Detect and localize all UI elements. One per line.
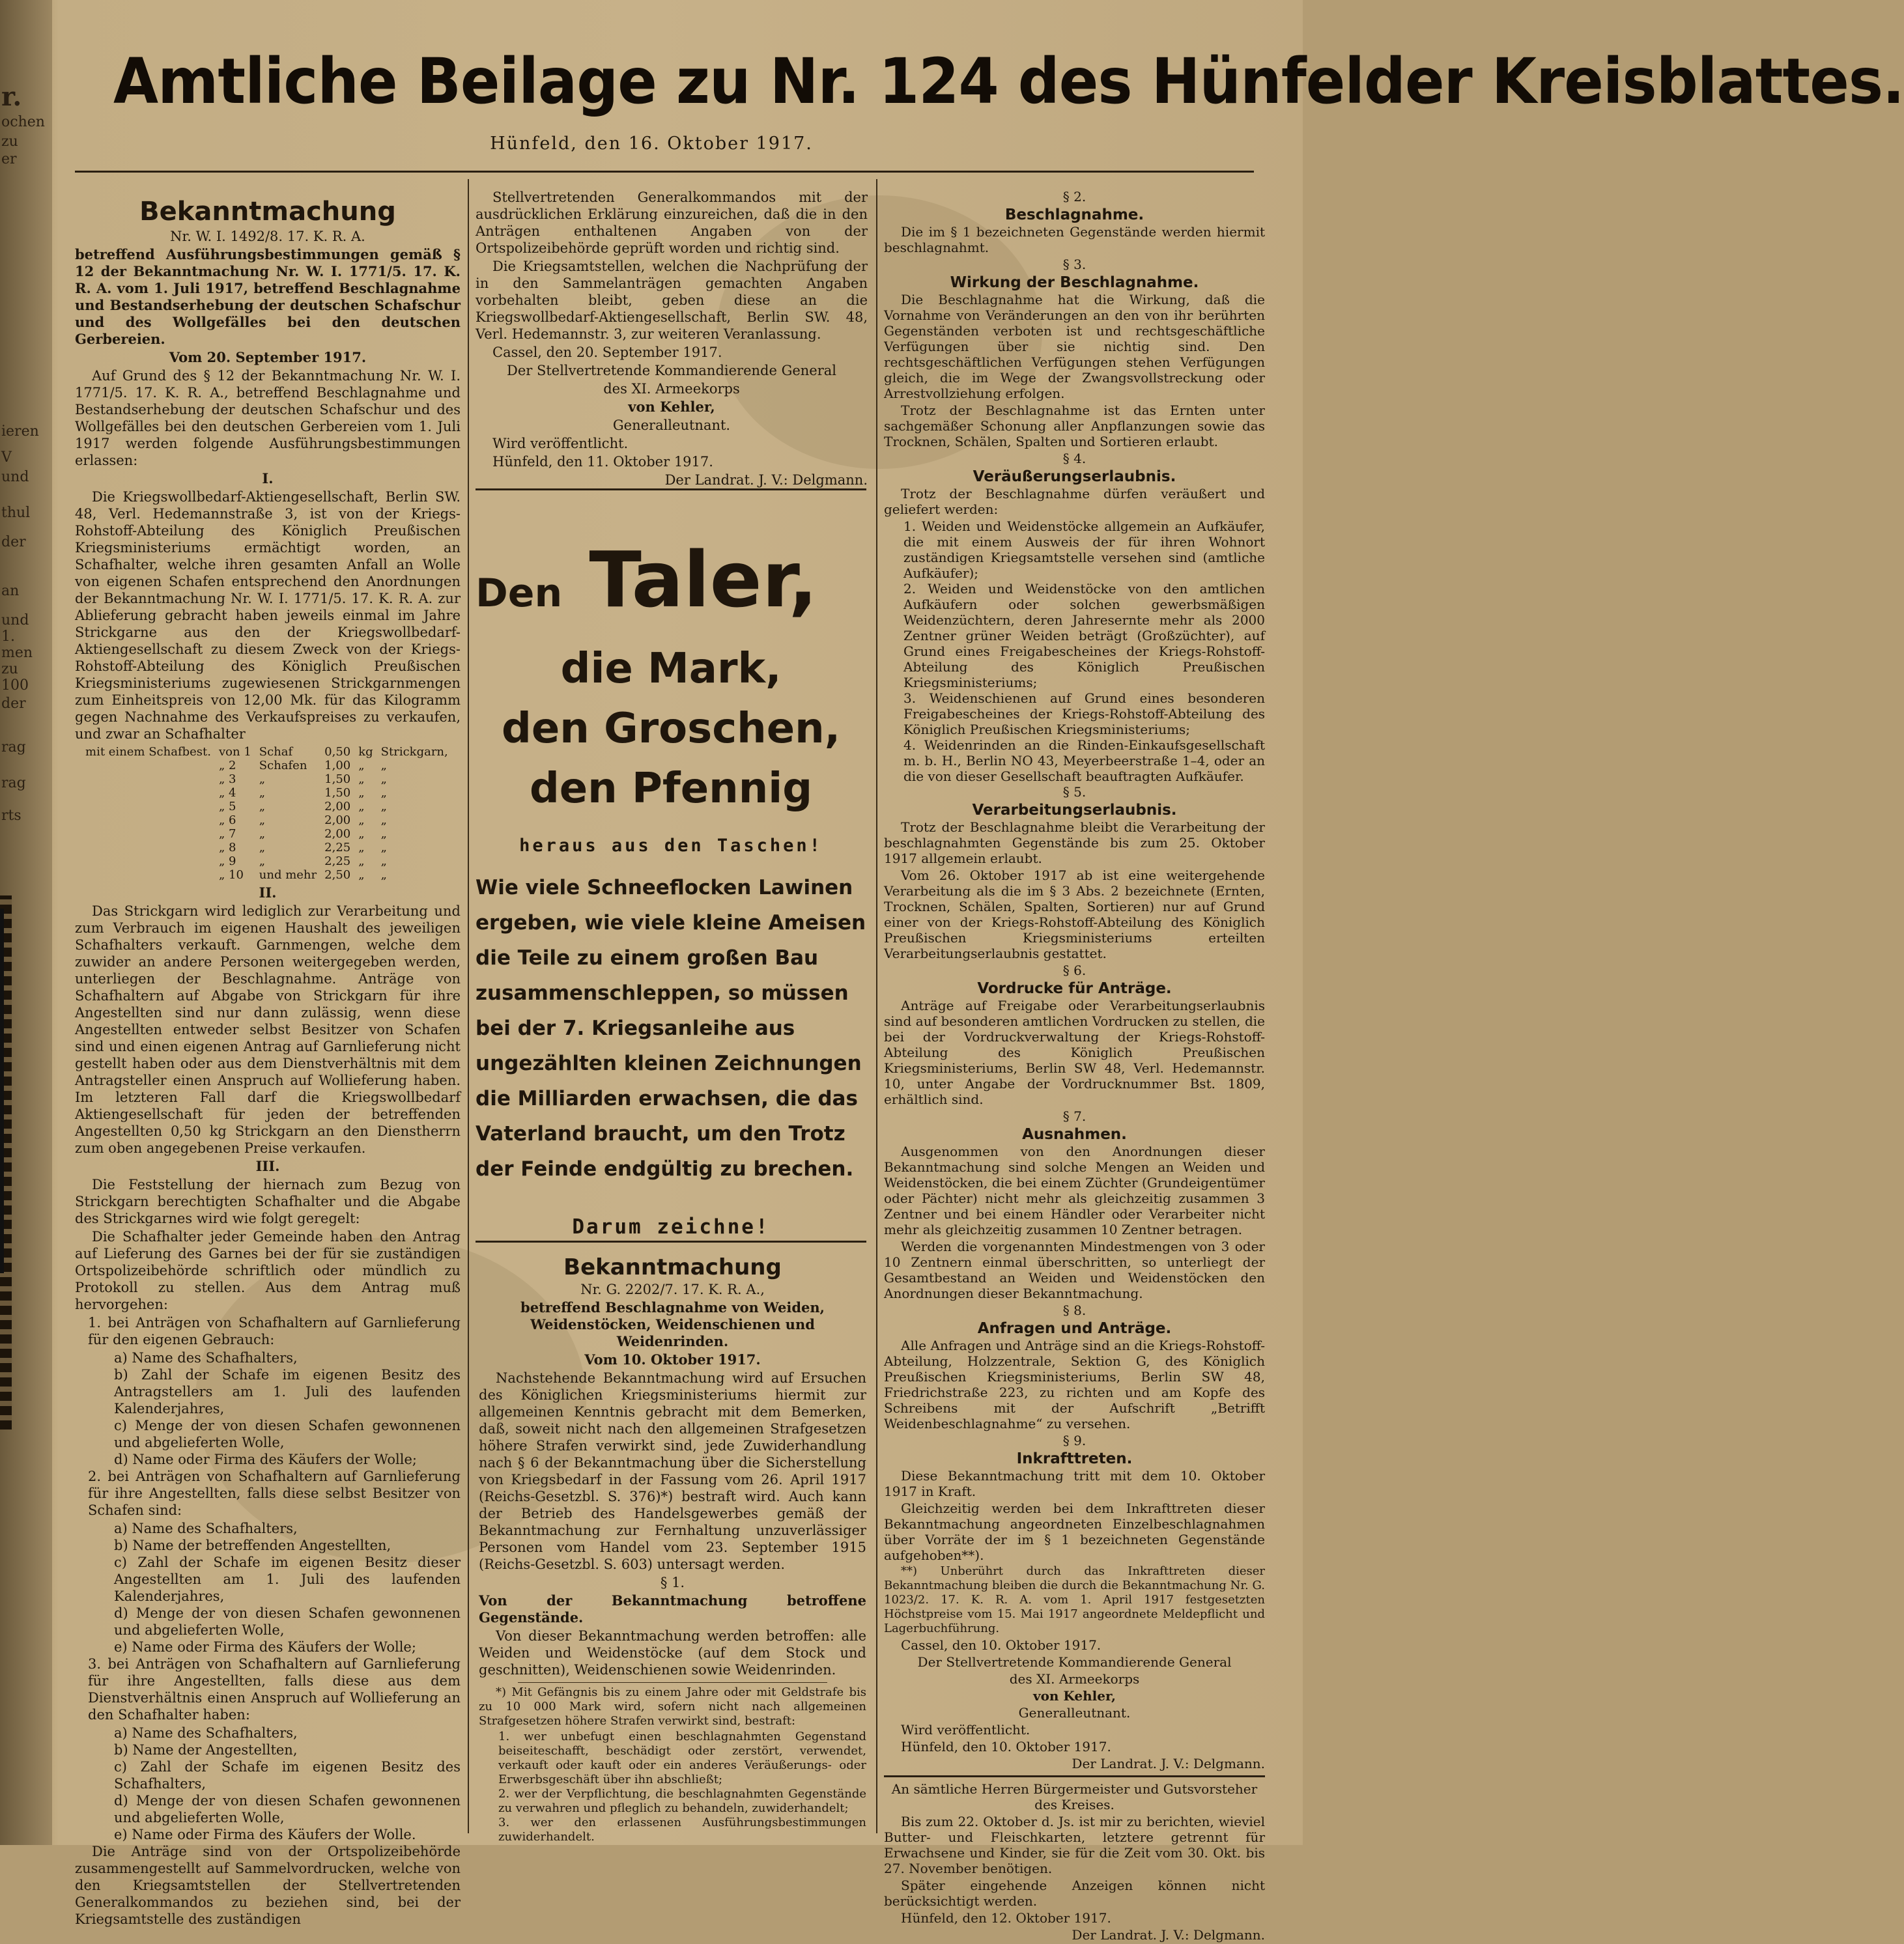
section-heading: Beschlagnahme. [1004, 206, 1144, 223]
table-cell-prefix [81, 800, 215, 813]
column-3 [884, 189, 1265, 1944]
section-number: I. [262, 470, 274, 486]
list-item: b) Name der betreffenden Angestellten, [114, 1538, 391, 1553]
masthead-rule [75, 171, 1254, 173]
footnote-item: 2. wer der Verpflichtung, die beschlagnahmten Gegenstände zu verwahren und pfleglich zu behandeln, zuwiderhandelt; [498, 1787, 866, 1815]
section-number: II. [259, 884, 277, 901]
list-item: b) Zahl der Schafe im eigenen Besitz des Antragstellers am 1. Juli des laufenden Kalenderjahres, [114, 1367, 461, 1416]
table-cell-unit: „ [259, 854, 266, 868]
footnote-item: 1. wer unbefugt einen beschlagnahmten Gegenstand beiseiteschafft, beschädigt oder zerstört, verwendet, verkauft oder kauft oder ein anderes Veräußerungs- oder Erwerbsgeschäft über ihn abschließt; [498, 1730, 866, 1786]
dateline: Hünfeld, den 16. Oktober 1917. [490, 134, 813, 154]
notice-intro: Nachstehende Bekanntmachung wird auf Ersuchen des Königlichen Kriegsministeriums hiermit zur allgemeinen Kenntnis gebracht mit dem Bemerken, daß, soweit nicht nach den allgemeinen Strafgesetzen höhere Strafen verwirkt sind, jede Zuwiderhandlung nach § 6 der Bekanntmachung über die Sicherstellung von Kriegsbedarf in der Fassung vom 26. April 1917 (Reichs-Gesetzbl. S. 376)*) bestraft wird. Auch kann der Betrieb des Handelsgewerbes gemäß der Bekanntmachung zur Fernhaltung unzuverlässiger Personen vom Handel vom 23. September 1915 (Reichs-Gesetzbl. S. 603) untersagt werden. [479, 1370, 866, 1572]
section-text: Ausgenommen von den Anordnungen dieser Bekanntmachung sind solche Mengen an Weiden und Weidenstöcken, die bei einem Züchter (Grundeigentümer oder Pächter) nicht mehr als gleichzeitig zusammen 3 Zentner und bei einem Händler oder Verarbeiter nicht mehr als gleichzeitig zusammen 10 Zentner betragen. [884, 1144, 1265, 1237]
edge-fragment: der [1, 696, 26, 712]
ad-pfennig: den Pfennig [529, 765, 813, 813]
table-row [81, 745, 452, 759]
section-text: Anträge auf Freigabe oder Verarbeitungserlaubnis sind auf besonderen amtlichen Vordrucken zu stellen, die bei der Vordruckverwaltung der Kriegs-Rohstoff-Abteilung des Königlich Preußischen Kriegsministeriums, Berlin SW 48, Verl. Hedemannstr. 10, unter Angabe der Vordrucknummer Bst. 1809, erhältlich sind. [884, 998, 1265, 1107]
ad-mark: die Mark, [560, 645, 782, 693]
table-cell-prefix [81, 772, 215, 786]
edge-fragment: er [1, 151, 17, 167]
section-heading: Verarbeitungserlaubnis. [972, 802, 1177, 819]
list-item: 3. Weidenschienen auf Grund eines besonderen Freigabescheines der Kriegs-Rohstoff-Abteilung des Königlich Preußischen Kriegsministeriums; [903, 690, 1265, 737]
column-divider [468, 179, 469, 1833]
table-cell-kg: 2,25 [324, 854, 351, 868]
notice-intro: Auf Grund des § 12 der Bekanntmachung Nr. W. I. 1771/5. 17. K. R. A., betreffend Beschlagnahme und Bestandserhebung der deutschen Schafschur und des Wollgefälles bei den deutschen Gerbereien vom 1. Juli 1917 werden folgende Ausführungsbestimmungen erlassen: [75, 368, 461, 468]
edge-fragment: rag [1, 775, 26, 791]
signature-name: von Kehler, [1032, 1688, 1116, 1704]
footnote: **) Unberührt durch das Inkrafttreten dieser Bekanntmachung bleiben die durch die Bekanntmachung Nr. G. 1023/2. 17. K. R. A. vom 1. April 1917 festgesetzten Höchstpreise vom 15. Mai 1917 angeordnete Meldepflicht und Lagerbuchführung. [884, 1564, 1265, 1635]
table-cell-kg: 2,00 [324, 813, 351, 827]
table-cell-kg: 2,50 [324, 868, 351, 882]
section-text: Die Feststellung der hiernach zum Bezug von Strickgarn berechtigten Schafhalter und die Abgabe des Strickgarnes wird wie folgt geregelt: [75, 1177, 461, 1226]
list-item: a) Name des Schafhalters, [114, 1350, 298, 1366]
edge-fragment: zu [1, 661, 18, 677]
section-text: Die Schafhalter jeder Gemeinde haben den Antrag auf Lieferung des Garnes bei der für sie zuständigen Ortspolizeibehörde schriftlich oder mündlich zu Protokoll zu stellen. Aus dem Antrag muß hervorgehen: [75, 1229, 461, 1312]
column-1 [75, 195, 461, 1929]
section-number: § 9. [1062, 1433, 1087, 1448]
war-loan-ad [476, 534, 866, 1237]
notice-heading: An sämtliche Herren Bürgermeister und Gutsvorsteher des Kreises. [891, 1781, 1258, 1812]
edge-fragment: thul [1, 505, 31, 521]
notice-ref: Nr. G. 2202/7. 17. K. R. A., [580, 1282, 765, 1297]
edge-fragment: V [1, 449, 12, 466]
footnote-rule [518, 1682, 827, 1683]
section-text: Alle Anfragen und Anträge sind an die Kriegs-Rohstoff-Abteilung, Holzzentrale, Sektion G, des Königlich Preußischen Kriegsministeriums, Berlin SW 48, Friedrichstraße 223, zu richten und am Kopfe des Schreibens mit der Aufschrift „Betrifft Weidenbeschlagnahme“ zu versehen. [884, 1338, 1265, 1431]
table-cell-kgunit: „ [358, 800, 365, 813]
list-2 [75, 1520, 461, 1655]
table-cell-von: „ 3 [219, 772, 236, 786]
table-cell-unit: „ [259, 841, 266, 854]
published-note: Wird veröffentlicht. [901, 1722, 1030, 1738]
table-cell-label: „ [380, 813, 387, 827]
ad-call: heraus aus den Taschen! [519, 836, 823, 856]
table-cell-label: „ [380, 868, 387, 882]
table-cell-kg: 0,50 [324, 745, 351, 759]
section-text: Später eingehende Anzeigen können nicht berücksichtigt werden. [884, 1878, 1265, 1909]
section-text: Vom 26. Oktober 1917 ab ist eine weitergehende Verarbeitung als die im § 3 Abs. 2 bezeichnete (Ernten, Trocknen, Schälen, Spalten, Sortieren) nur auf Grund einer von der Kriegs-Rohstoff-Abteilung des Königlich Preußischen Kriegsministeriums erteilten Verarbeitungserlaubnis gestattet. [884, 867, 1265, 961]
section-number: § 6. [1062, 963, 1087, 978]
section-rule [476, 1241, 866, 1243]
landrat-signature: Der Landrat. J. V.: Delgmann. [1072, 1927, 1265, 1943]
signature-line: Der Stellvertretende Kommandierende General [917, 1654, 1232, 1670]
list-1 [75, 1349, 461, 1468]
edge-fragment: 100 [1, 677, 29, 694]
list-item: a) Name des Schafhalters, [114, 1521, 298, 1536]
section-number: III. [255, 1158, 280, 1174]
list-item: c) Zahl der Schafe im eigenen Besitz dieser Angestellten am 1. Juli des laufenden Kalenderjahres, [114, 1555, 461, 1604]
section-rule [884, 1775, 1265, 1777]
column-divider [876, 179, 877, 1833]
table-row [81, 786, 452, 800]
signature-name: von Kehler, [628, 399, 715, 415]
table-cell-label: „ [380, 800, 387, 813]
section-heading: Vordrucke für Anträge. [977, 980, 1172, 997]
section-heading: Inkrafttreten. [1016, 1450, 1133, 1467]
binding-bar [0, 909, 4, 1273]
place-date: Cassel, den 20. September 1917. [492, 345, 722, 360]
section-number: § 1. [660, 1575, 685, 1590]
edge-fragment: ochen [1, 114, 45, 130]
list-item: d) Name oder Firma des Käufers der Wolle; [114, 1452, 417, 1467]
section-text: Werden die vorgenannten Mindestmengen von 3 oder 10 Zentnern einmal überschritten, so unterliegt der Gesamtbestand an Weiden und Weidenstöcken den Anordnungen dieser Bekanntmachung. [884, 1239, 1265, 1301]
table-cell-kg: 1,00 [324, 759, 351, 772]
table-row [81, 841, 452, 854]
signature-line: des XI. Armeekorps [603, 381, 740, 397]
edge-fragment: zu [1, 134, 18, 150]
table-cell-kg: 2,25 [324, 841, 351, 854]
section-number: § 4. [1062, 451, 1087, 466]
list-item: 4. Weidenrinden an die Rinden-Einkaufsgesellschaft m. b. H., Berlin NO 43, Meyerbeerstraße 1–4, oder an die von dieser Gesellschaft beauftragten Aufkäufer. [903, 737, 1265, 784]
table-cell-label: „ [380, 827, 387, 841]
list-heading: 2. bei Anträgen von Schafhaltern auf Garnlieferung für ihre Angestellten, falls diese selbst Besitzer von Schafen sind: [88, 1469, 461, 1518]
table-cell-kgunit: „ [358, 868, 365, 882]
section-number: § 3. [1062, 257, 1087, 272]
notice-subtitle: betreffend Beschlagnahme von Weiden, Weidenstöcken, Weidenschienen und Weidenrinden. [520, 1299, 825, 1349]
section-text: Gleichzeitig werden bei dem Inkrafttreten dieser Bekanntmachung angeordneten Einzelbeschlagnahmen über Vorräte der im § 1 bezeichneten Gegenstände aufgehoben**). [884, 1500, 1265, 1563]
ad-footer: Darum zeichne! [572, 1215, 770, 1239]
notice-title: Bekanntmachung [563, 1254, 782, 1280]
table-cell-unit: „ [259, 772, 266, 786]
table-cell-von: „ 7 [219, 827, 236, 841]
footnote-list [479, 1730, 866, 1844]
table-cell-unit: und mehr [259, 868, 317, 882]
table-cell-von: „ 5 [219, 800, 236, 813]
table-row [81, 772, 452, 786]
list-item: c) Menge der von diesen Schafen gewonnenen und abgelieferten Wolle, [114, 1418, 461, 1450]
signature-line: Der Stellvertretende Kommandierende General [506, 363, 837, 378]
table-cell-label: „ [380, 759, 387, 772]
notice-subtitle: betreffend Ausführungsbestimmungen gemäß § 12 der Bekanntmachung Nr. W. I. 1771/5. 17. K. R. A. vom 1. Juli 1917, betreffend Beschlagnahme und Bestandserhebung der deutschen Schafschur und des Wollgefälles bei den deutschen Gerbereien. [75, 246, 461, 347]
table-cell-prefix: mit einem Schafbest. [85, 745, 211, 759]
signature-line: Generalleutnant. [612, 417, 731, 433]
table-cell-kgunit: „ [358, 772, 365, 786]
place-date: Hünfeld, den 12. Oktober 1917. [901, 1910, 1111, 1926]
list-item: a) Name des Schafhalters, [114, 1725, 298, 1741]
edge-fragment: rts [1, 808, 21, 824]
table-cell-kgunit: „ [358, 786, 365, 800]
notice-title: Bekanntmachung [139, 197, 396, 227]
yarn-table [81, 745, 452, 882]
section-heading: Veräußerungserlaubnis. [973, 468, 1176, 485]
list-item: e) Name oder Firma des Käufers der Wolle; [114, 1639, 416, 1655]
section-text: Trotz der Beschlagnahme bleibt die Verarbeitung der beschlagnahmten Gegenstände bis zum 25. Oktober 1917 allgemein erlaubt. [884, 819, 1265, 866]
table-cell-kgunit: „ [358, 854, 365, 868]
table-cell-label: „ [380, 854, 387, 868]
footnote-item: 3. wer den erlassenen Ausführungsbestimmungen zuwiderhandelt. [498, 1816, 866, 1844]
edge-fragment: und [1, 612, 29, 628]
edge-fragment: r. [1, 81, 22, 112]
table-cell-unit: „ [259, 786, 266, 800]
section-number: § 8. [1062, 1303, 1087, 1318]
list-item: d) Menge der von diesen Schafen gewonnenen und abgelieferten Wolle, [114, 1793, 461, 1825]
table-cell-unit: „ [259, 800, 266, 813]
section-heading: Ausnahmen. [1022, 1126, 1127, 1143]
section-text: Die Kriegswollbedarf-Aktiengesellschaft, Berlin SW. 48, Verl. Hedemannstraße 3, ist von der Kriegs-Rohstoff-Abteilung des Königlich Preußischen Kriegsministeriums ermächtigt worden, an Schafhalter, welche ihren gesamten Anfall an Wolle von eigenen Schafen entsprechend den Anordnungen der Bekanntmachung Nr. W. I. 1771/5. 17. K. R. A. zur Ablieferung gebracht haben jeweils einmal im Jahre Strickgarne aus den der Kriegswollbedarf-Aktiengesellschaft zu diesem Zweck von der Kriegs-Rohstoff-Abteilung des Königlich Preußischen Kriegsministeriums zugewiesenen Strickgarnmengen zum Einheitspreis von 12,00 Mk. für das Kilogramm gegen Nachnahme des Verkaufspreises zu verkaufen, und zwar an Schafhalter [75, 489, 461, 742]
table-cell-unit: „ [259, 813, 266, 827]
edge-fragment: men [1, 645, 33, 661]
section-heading: Von der Bekanntmachung betroffene Gegenstände. [479, 1592, 866, 1626]
section-text: Die Kriegsamtstellen, welchen die Nachprüfung der in den Sammelanträgen gemachten Angaben vorbehalten bleibt, geben diese an die Kriegswollbedarf-Aktiengesellschaft, Berlin SW. 48, Verl. Hedemannstr. 3, zur weiteren Veranlassung. [476, 259, 868, 342]
list-item: 2. Weiden und Weidenstöcke von den amtlichen Aufkäufern oder solchen gewerbsmäßigen Weidenzüchtern, deren Jahresernte mehr als 2000 Zentner grüner Weiden beträgt (Großzüchter), auf Grund eines Freigabescheines der Kriegs-Rohstoff-Abteilung des Königlich Preußischen Kriegsministeriums; [903, 581, 1265, 690]
table-row [81, 800, 452, 813]
list-item: b) Name der Angestellten, [114, 1742, 298, 1758]
table-cell-von: von 1 [219, 745, 251, 759]
ad-groschen: den Groschen, [502, 705, 840, 753]
table-cell-von: „ 8 [219, 841, 236, 854]
masthead: Amtliche Beilage zu Nr. 124 des Hünfelder Kreisblattes. [113, 45, 1904, 118]
edge-fragment: an [1, 583, 20, 599]
table-cell-von: „ 10 [219, 868, 244, 882]
list-heading: 1. bei Anträgen von Schafhaltern auf Garnlieferung für den eigenen Gebrauch: [88, 1315, 461, 1347]
table-row [81, 759, 452, 772]
table-cell-label: Strickgarn, [380, 745, 448, 759]
section-number: § 7. [1062, 1108, 1087, 1124]
table-cell-kg: 1,50 [324, 786, 351, 800]
place-date: Hünfeld, den 11. Oktober 1917. [492, 454, 713, 470]
signature-line: des XI. Armeekorps [1009, 1671, 1140, 1687]
section-text: Die im § 1 bezeichneten Gegenstände werden hiermit beschlagnahmt. [884, 224, 1265, 255]
table-cell-kgunit: „ [358, 813, 365, 827]
section-heading: Anfragen und Anträge. [977, 1320, 1172, 1337]
permission-list [884, 518, 1265, 784]
section-number: § 5. [1062, 784, 1087, 800]
table-cell-prefix [81, 786, 215, 800]
column-2-top [476, 189, 868, 490]
notice-date: Vom 10. Oktober 1917. [584, 1351, 761, 1368]
table-cell-unit: Schafen [259, 759, 307, 772]
table-cell-kgunit: „ [358, 759, 365, 772]
place-date: Cassel, den 10. Oktober 1917. [901, 1637, 1101, 1653]
table-cell-kg: 1,50 [324, 772, 351, 786]
table-cell-von: „ 4 [219, 786, 236, 800]
section-rule [476, 488, 866, 490]
section-text: Trotz der Beschlagnahme ist das Ernten unter sachgemäßer Schonung aller Anpflanzungen sowie das Trocknen, Schälen, Spalten und Sortieren erlaubt. [884, 402, 1265, 449]
section-heading: Wirkung der Beschlagnahme. [950, 274, 1199, 291]
table-row [81, 854, 452, 868]
ad-body: Wie viele Schneeflocken Lawinen ergeben, wie viele kleine Ameisen die Teile zu einem großen Bau zusammenschleppen, so müssen bei der 7. Kriegsanleihe aus ungezählten kleinen Zeichnungen die Milliarden erwachsen, die das Vaterland braucht, um den Trotz der Feinde endgültig zu brechen. [476, 876, 866, 1181]
signature-line: Generalleutnant. [1018, 1705, 1131, 1721]
published-note: Wird veröffentlicht. [492, 436, 629, 451]
section-text: Von dieser Bekanntmachung werden betroffen: alle Weiden und Weidenstöcke (auf dem Stock und geschnitten), Weidenschienen sowie Weidenrinden. [479, 1628, 866, 1678]
edge-fragment: ieren [1, 423, 39, 440]
table-cell-kgunit: kg [358, 745, 373, 759]
list-3 [75, 1725, 461, 1843]
list-heading: 3. bei Anträgen von Schafhaltern auf Garnlieferung für ihre Angestellten, falls diese aus dem Dienstverhältnis einen Anspruch auf Wollieferung an den Schafhalter haben: [88, 1656, 461, 1723]
section-text: Diese Bekanntmachung tritt mit dem 10. Oktober 1917 in Kraft. [884, 1468, 1265, 1499]
ad-taler: Taler, [589, 535, 818, 625]
table-cell-unit: Schaf [259, 745, 293, 759]
table-cell-prefix [81, 854, 215, 868]
section-text: Die Anträge sind von der Ortspolizeibehörde zusammengestellt auf Sammelvordrucken, welche von den Kriegsamtstellen der Stellvertretenden Generalkommandos zu beziehen sind, bei der Kriegsamtstelle des zuständigen [75, 1844, 461, 1927]
table-cell-von: „ 9 [219, 854, 236, 868]
edge-fragment: 1. [1, 628, 15, 645]
notice-ref: Nr. W. I. 1492/8. 17. K. R. A. [170, 229, 365, 244]
section-text: Trotz der Beschlagnahme dürfen veräußert und geliefert werden: [884, 486, 1265, 517]
table-cell-kg: 2,00 [324, 827, 351, 841]
edge-fragment: und [1, 469, 29, 485]
table-row [81, 868, 452, 882]
list-item: c) Zahl der Schafe im eigenen Besitz des Schafhalters, [114, 1759, 461, 1792]
table-cell-von: „ 2 [219, 759, 236, 772]
table-cell-prefix [81, 868, 215, 882]
table-cell-kg: 2,00 [324, 800, 351, 813]
column-2-bottom [479, 1254, 866, 1844]
table-row [81, 813, 452, 827]
notice-date: Vom 20. September 1917. [169, 349, 367, 365]
footnote: *) Mit Gefängnis bis zu einem Jahre oder mit Geldstrafe bis zu 10 000 Mark wird, sofern nicht nach allgemeinen Strafgesetzen höhere Strafen verwirkt sind, bestraft: [479, 1685, 866, 1728]
table-cell-label: „ [380, 841, 387, 854]
edge-fragment: rag [1, 739, 26, 755]
table-cell-label: „ [380, 786, 387, 800]
table-cell-prefix [81, 841, 215, 854]
section-text: Stellvertretenden Generalkommandos mit der ausdrücklichen Erklärung einzureichen, daß die in den Anträgen enthaltenen Angaben von der Ortspolizeibehörde geprüft worden und richtig sind. [476, 190, 868, 256]
ad-den: Den [476, 571, 563, 616]
table-cell-prefix [81, 759, 215, 772]
table-cell-kgunit: „ [358, 841, 365, 854]
section-text: Bis zum 22. Oktober d. Js. ist mir zu berichten, wieviel Butter- und Fleischkarten, letztere getrennt für Erwachsene und Kinder, sie für die Zeit vom 30. Okt. bis 27. November benötigen. [884, 1814, 1265, 1876]
table-cell-prefix [81, 813, 215, 827]
edge-fragment: der [1, 534, 26, 550]
section-text: Die Beschlagnahme hat die Wirkung, daß die Vornahme von Veränderungen an den von ihr berührten Gegenständen verboten ist und rechtsgeschäftliche Verfügungen über sie nichtig sind. Den rechtsgeschäftlichen Verfügungen stehen Verfügungen gleich, die im Wege der Zwangsvollstreckung oder Arrestvollziehung erfolgen. [884, 292, 1265, 401]
table-cell-unit: „ [259, 827, 266, 841]
section-number: § 2. [1062, 189, 1087, 204]
section-text: Das Strickgarn wird lediglich zur Verarbeitung und zum Verbrauch im eigenen Haushalt des jeweiligen Schafhalters verkauft. Garnmengen, welche dem zuwider an andere Personen weitergegeben werden, unterliegen der Beschlagnahme. Anträge von Schafhaltern auf Abgabe von Strickgarn für ihre Angestellten sind nur dann zulässig, wenn diese Angestellten entweder selbst Besitzer von Schafen sind und einen eigenen Antrag auf Garnlieferung nicht gestellt haben oder aus dem Dienstverhältnis mit dem Antragsteller einen Anspruch auf Wollieferung haben. Im letzteren Fall darf die Kriegswollbedarf Aktiengesellschaft für jeden der betreffenden Angestellten 0,50 kg Strickgarn an den Dienstherrn zum oben angegebenen Preise verkaufen. [75, 903, 461, 1156]
table-cell-label: „ [380, 772, 387, 786]
table-cell-kgunit: „ [358, 827, 365, 841]
landrat-signature: Der Landrat. J. V.: Delgmann. [664, 472, 868, 488]
table-cell-von: „ 6 [219, 813, 236, 827]
landrat-signature: Der Landrat. J. V.: Delgmann. [1072, 1756, 1265, 1771]
list-item: 1. Weiden und Weidenstöcke allgemein an Aufkäufer, die mit einem Ausweis der für ihren Wohnort zuständigen Kriegsamtstelle versehen sind (amtliche Aufkäufer); [903, 518, 1265, 581]
ad-headline [476, 534, 866, 639]
table-cell-prefix [81, 827, 215, 841]
table-row [81, 827, 452, 841]
place-date: Hünfeld, den 10. Oktober 1917. [901, 1739, 1111, 1754]
list-item: e) Name oder Firma des Käufers der Wolle. [114, 1827, 416, 1842]
list-item: d) Menge der von diesen Schafen gewonnenen und abgelieferten Wolle, [114, 1605, 461, 1638]
